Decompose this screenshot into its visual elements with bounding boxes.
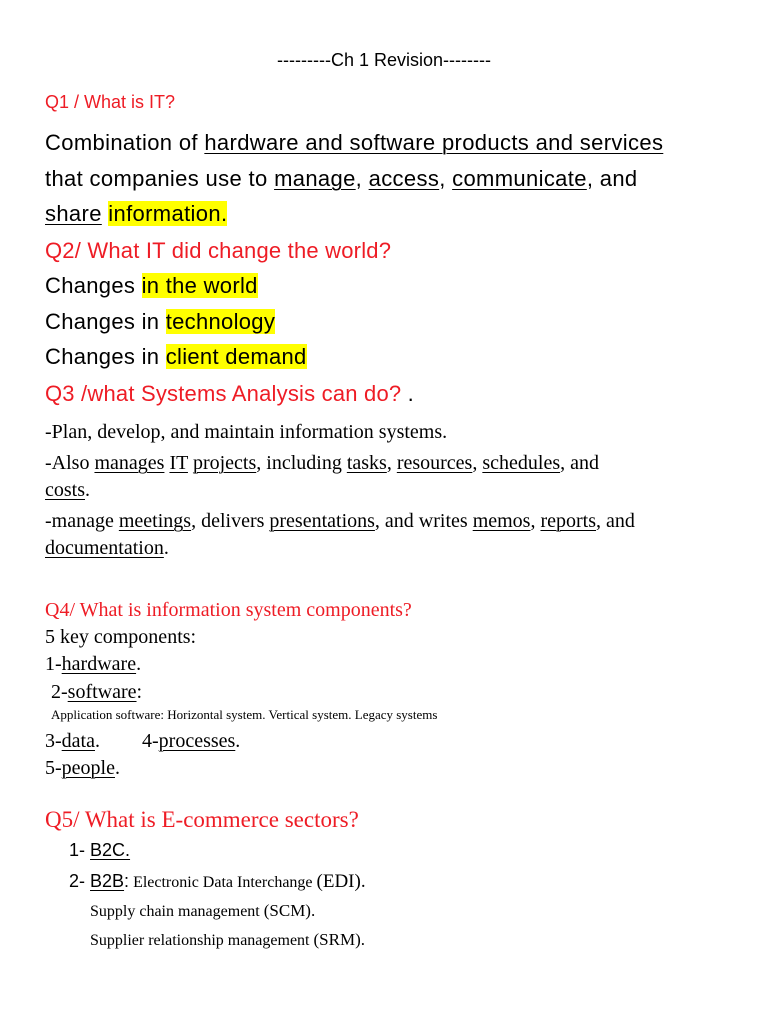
component-2: 2-software: xyxy=(51,681,143,703)
answer-1-line-3: share information. xyxy=(45,201,228,226)
component-2-note: Application software: Horizontal system. Vertical system. Legacy systems xyxy=(51,707,438,722)
answer-3-line-3: costs. xyxy=(45,479,90,501)
answer-1-line-1: Combination of hardware and software products and services xyxy=(45,130,664,155)
answer-2-item: Changes in the world xyxy=(45,273,258,298)
answer-2-item: Changes in technology xyxy=(45,309,276,334)
answer-3-line-2: -Also manages IT projects, including tasks, resources, schedules, and xyxy=(45,452,599,474)
answer-1-line-2: that companies use to manage, access, communicate, and xyxy=(45,166,638,191)
sector-2-line-3: Supplier relationship management (SRM). xyxy=(90,930,365,949)
answer-3-line-1: -Plan, develop, and maintain information systems. xyxy=(45,421,448,443)
component-1: 1-hardware. xyxy=(45,653,142,675)
page-title: ---------Ch 1 Revision-------- xyxy=(277,50,491,70)
highlight: technology xyxy=(165,309,276,334)
question-4: Q4/ What is information system components? xyxy=(45,599,412,621)
answer-3-line-4: -manage meetings, delivers presentations, and writes memos, reports, and xyxy=(45,510,635,532)
answer-3-line-5: documentation. xyxy=(45,537,169,559)
component-5: 5-people. xyxy=(45,757,120,779)
answer-4-intro: 5 key components: xyxy=(45,626,197,648)
question-3: Q3 /what Systems Analysis can do? . xyxy=(45,381,414,406)
highlight: client demand xyxy=(165,344,307,369)
sector-2-line-2: Supply chain management (SCM). xyxy=(90,901,316,920)
component-3-4: 3-data. 4-processes. xyxy=(45,730,241,752)
sector-1: 1- B2C. xyxy=(69,840,131,860)
answer-2-item: Changes in client demand xyxy=(45,344,307,369)
highlight: in the world xyxy=(141,273,258,298)
question-5: Q5/ What is E-commerce sectors? xyxy=(45,807,359,832)
question-1: Q1 / What is IT? xyxy=(45,92,176,112)
sector-2: 2- B2B: Electronic Data Interchange (EDI). xyxy=(69,871,366,892)
highlight: information. xyxy=(108,201,228,226)
question-2: Q2/ What IT did change the world? xyxy=(45,238,392,263)
